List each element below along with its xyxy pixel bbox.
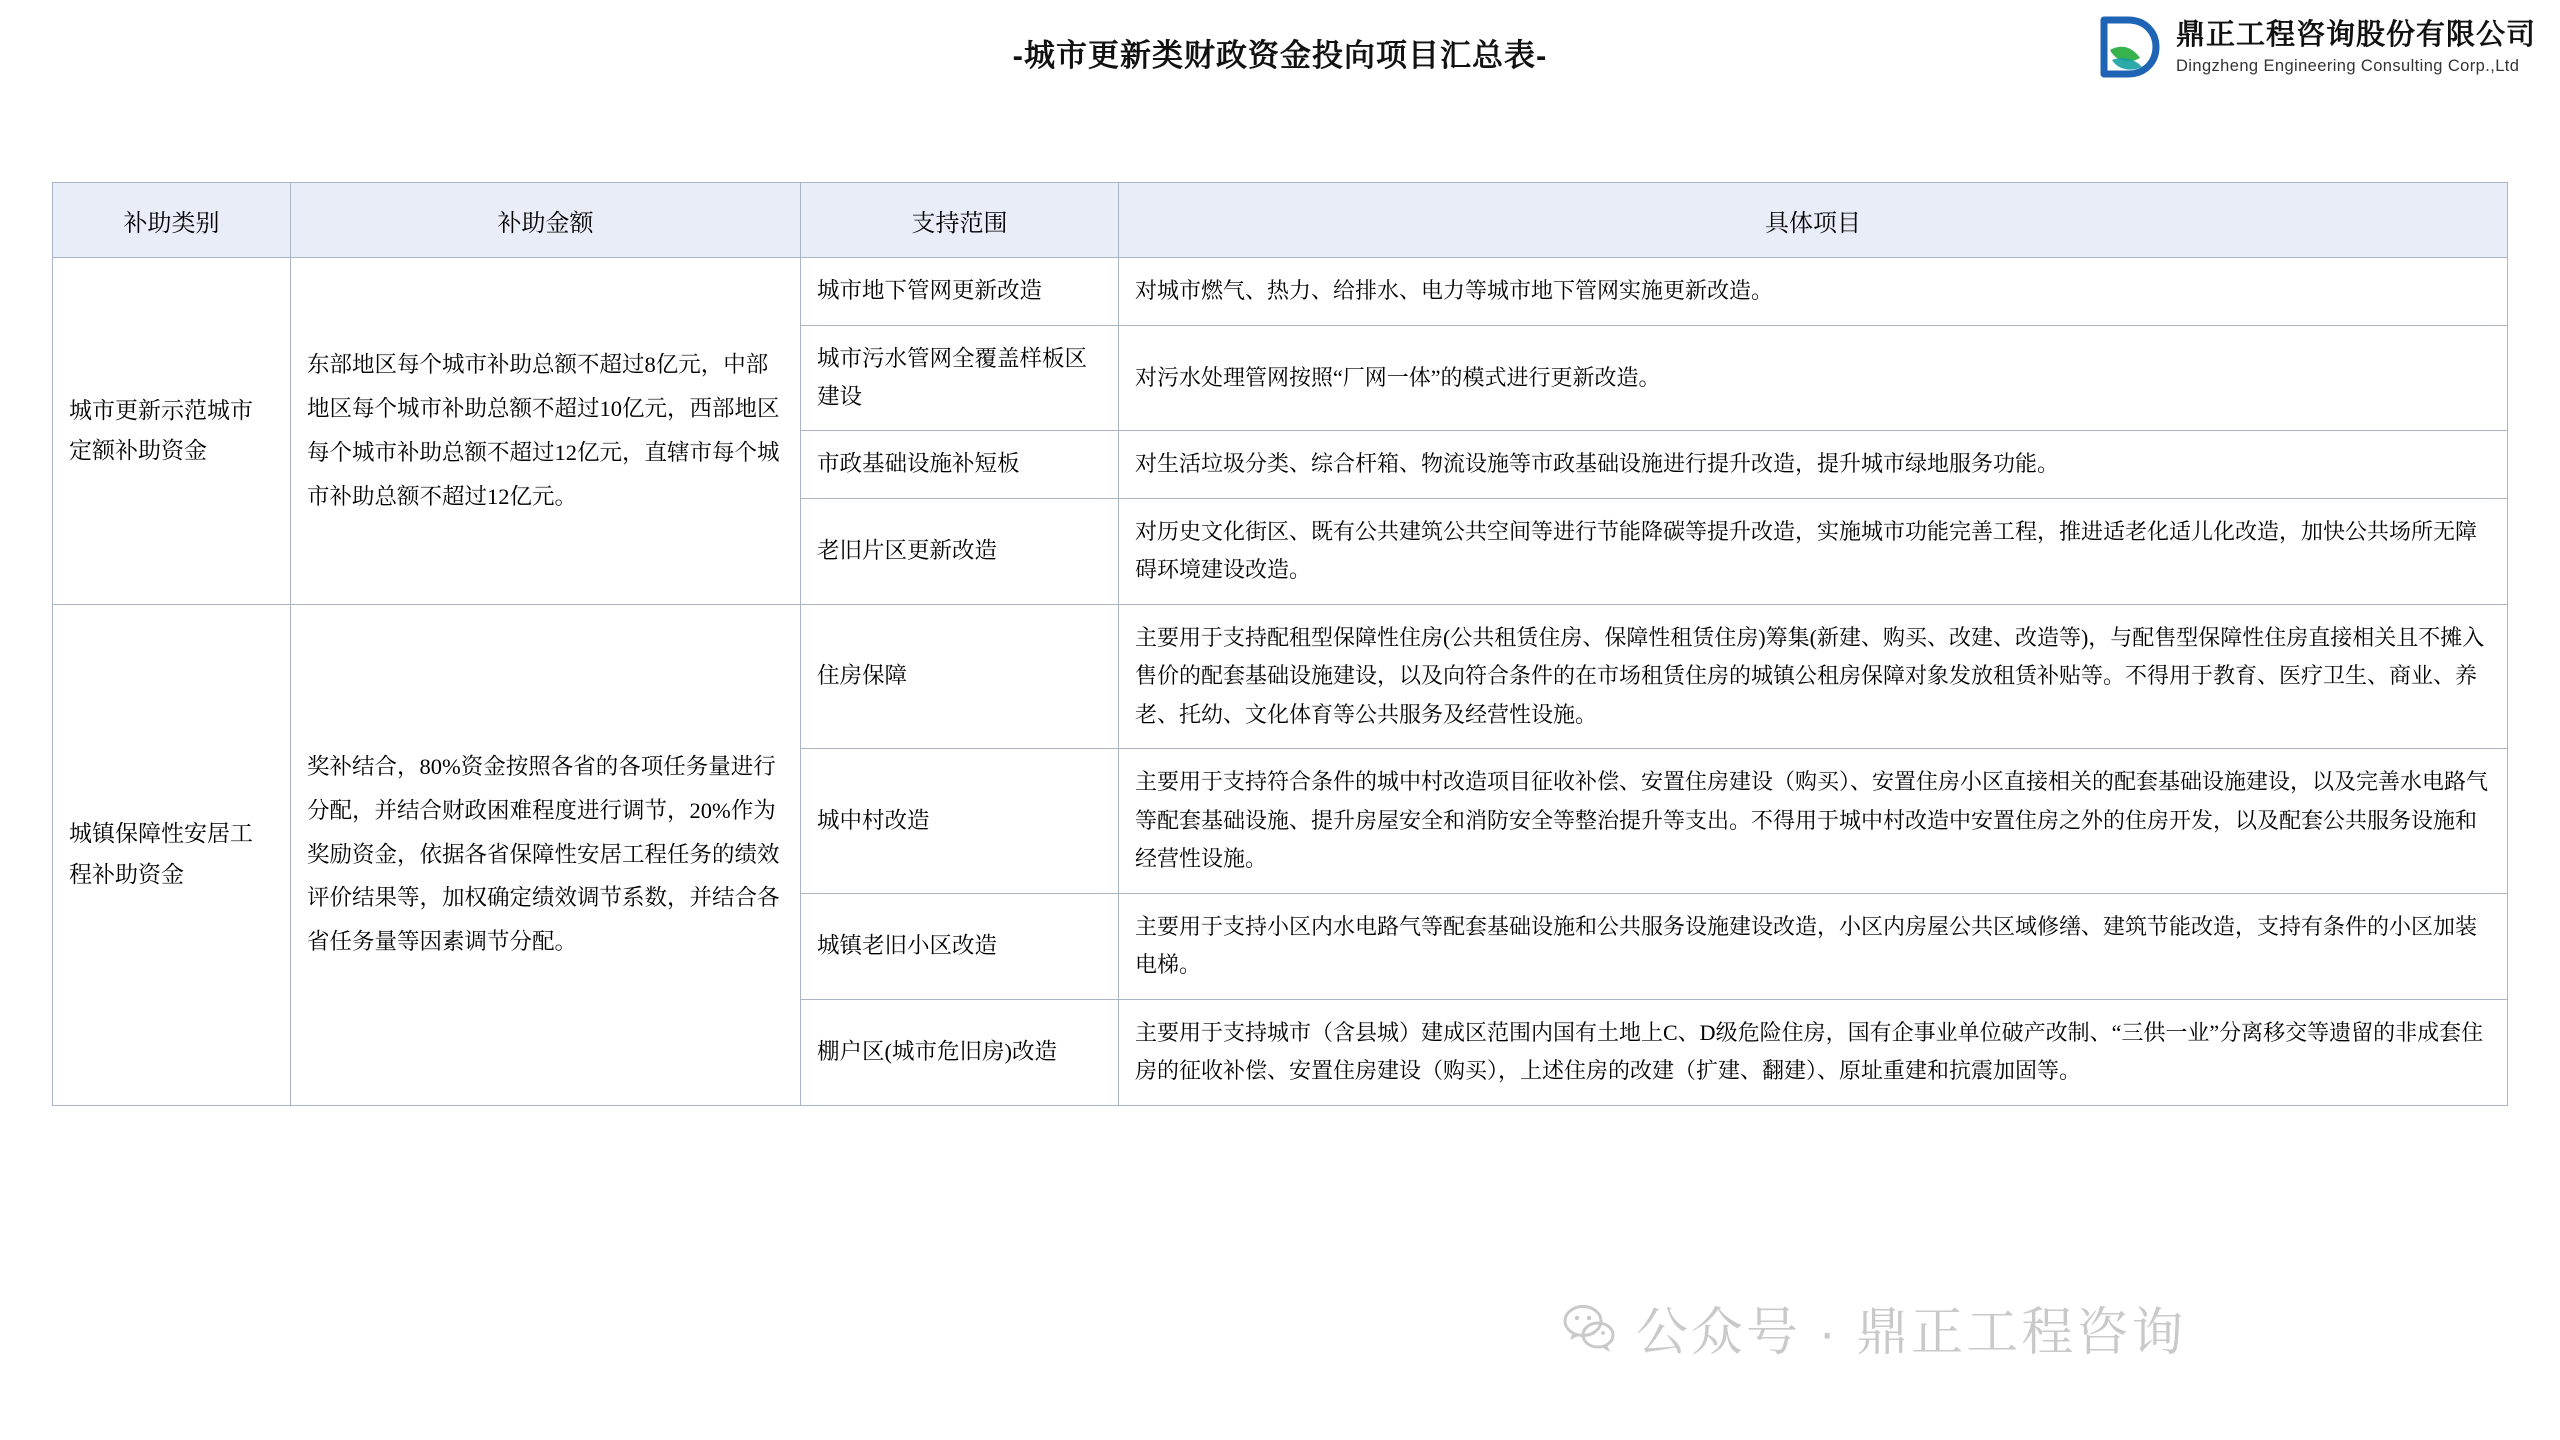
cell-project: 对城市燃气、热力、给排水、电力等城市地下管网实施更新改造。 xyxy=(1119,258,2508,326)
watermark-text: 公众号 · 鼎正工程咨询 xyxy=(1636,1304,2187,1362)
cell-scope: 城中村改造 xyxy=(801,749,1119,894)
cell-project: 对污水处理管网按照“厂网一体”的模式进行更新改造。 xyxy=(1119,325,2508,431)
column-header-project: 具体项目 xyxy=(1119,183,2508,258)
cell-scope: 市政基础设施补短板 xyxy=(801,431,1119,499)
cell-scope: 老旧片区更新改造 xyxy=(801,498,1119,604)
cell-amount-group-2: 奖补结合，80%资金按照各省的各项任务量进行分配，并结合财政困难程度进行调节，20%作为奖励资金，依据各省保障性安居工程任务的绩效评价结果等，加权确定绩效调节系数，并结合各省任务量等因素调节分配。 xyxy=(291,604,801,1105)
cell-project: 主要用于支持小区内水电路气等配套基础设施和公共服务设施建设改造，小区内房屋公共区域修缮、建筑节能改造，支持有条件的小区加装电梯。 xyxy=(1119,893,2508,999)
dingzheng-logo-icon xyxy=(2094,14,2162,82)
cell-scope: 城镇老旧小区改造 xyxy=(801,893,1119,999)
brand-name-cn: 鼎正工程咨询股份有限公司 xyxy=(2175,18,2536,51)
cell-project: 主要用于支持符合条件的城中村改造项目征收补偿、安置住房建设（购买）、安置住房小区直接相关的配套基础设施建设，以及完善水电路气等配套基础设施、提升房屋安全和消防安全等整治提升等支出。不得用于城中村改造中安置住房之外的住房开发，以及配套公共服务设施和经营性设施。 xyxy=(1119,749,2508,894)
cell-project: 主要用于支持城市（含县城）建成区范围内国有土地上C、D级危险住房，国有企事业单位破产改制、“三供一业”分离移交等遗留的非成套住房的征收补偿、安置住房建设（购买），上述住房的改建（扩建、翻建）、原址重建和抗震加固等。 xyxy=(1119,999,2508,1105)
company-brand xyxy=(2094,14,2536,82)
column-header-amount: 补助金额 xyxy=(291,183,801,258)
cell-scope: 棚户区(城市危旧房)改造 xyxy=(801,999,1119,1105)
cell-project: 对生活垃圾分类、综合杆箱、物流设施等市政基础设施进行提升改造，提升城市绿地服务功能。 xyxy=(1119,431,2508,499)
summary-table xyxy=(52,182,2508,1106)
summary-table-container xyxy=(52,182,2508,1106)
brand-name-en: Dingzheng Engineering Consulting Corp.,Ltd xyxy=(2175,57,2520,76)
cell-project: 主要用于支持配租型保障性住房(公共租赁住房、保障性租赁住房)筹集(新建、购买、改建、改造等)，与配售型保障性住房直接相关且不摊入售价的配套基础设施建设，以及向符合条件的在市场租赁住房的城镇公租房保障对象发放租赁补贴等。不得用于教育、医疗卫生、商业、养老、托幼、文化体育等公共服务及经营性设施。 xyxy=(1119,604,2508,749)
cell-category-group-2: 城镇保障性安居工程补助资金 xyxy=(53,604,291,1105)
column-header-category: 补助类别 xyxy=(53,183,291,258)
cell-category-group-1: 城市更新示范城市定额补助资金 xyxy=(53,258,291,605)
page-title: -城市更新类财政资金投向项目汇总表- xyxy=(1012,38,1548,73)
table-row xyxy=(53,604,2508,749)
wechat-icon xyxy=(1560,1299,1618,1357)
cell-amount-group-1: 东部地区每个城市补助总额不超过8亿元，中部地区每个城市补助总额不超过10亿元，西部地区每个城市补助总额不超过12亿元，直辖市每个城市补助总额不超过12亿元。 xyxy=(291,258,801,605)
cell-scope: 住房保障 xyxy=(801,604,1119,749)
column-header-scope: 支持范围 xyxy=(801,183,1119,258)
table-header-row xyxy=(53,183,2508,258)
cell-project: 对历史文化街区、既有公共建筑公共空间等进行节能降碳等提升改造，实施城市功能完善工程，推进适老化适儿化改造，加快公共场所无障碍环境建设改造。 xyxy=(1119,498,2508,604)
cell-scope: 城市地下管网更新改造 xyxy=(801,258,1119,326)
cell-scope: 城市污水管网全覆盖样板区建设 xyxy=(801,325,1119,431)
table-row xyxy=(53,258,2508,326)
watermark xyxy=(1560,1290,2186,1365)
page-header xyxy=(0,0,2560,104)
